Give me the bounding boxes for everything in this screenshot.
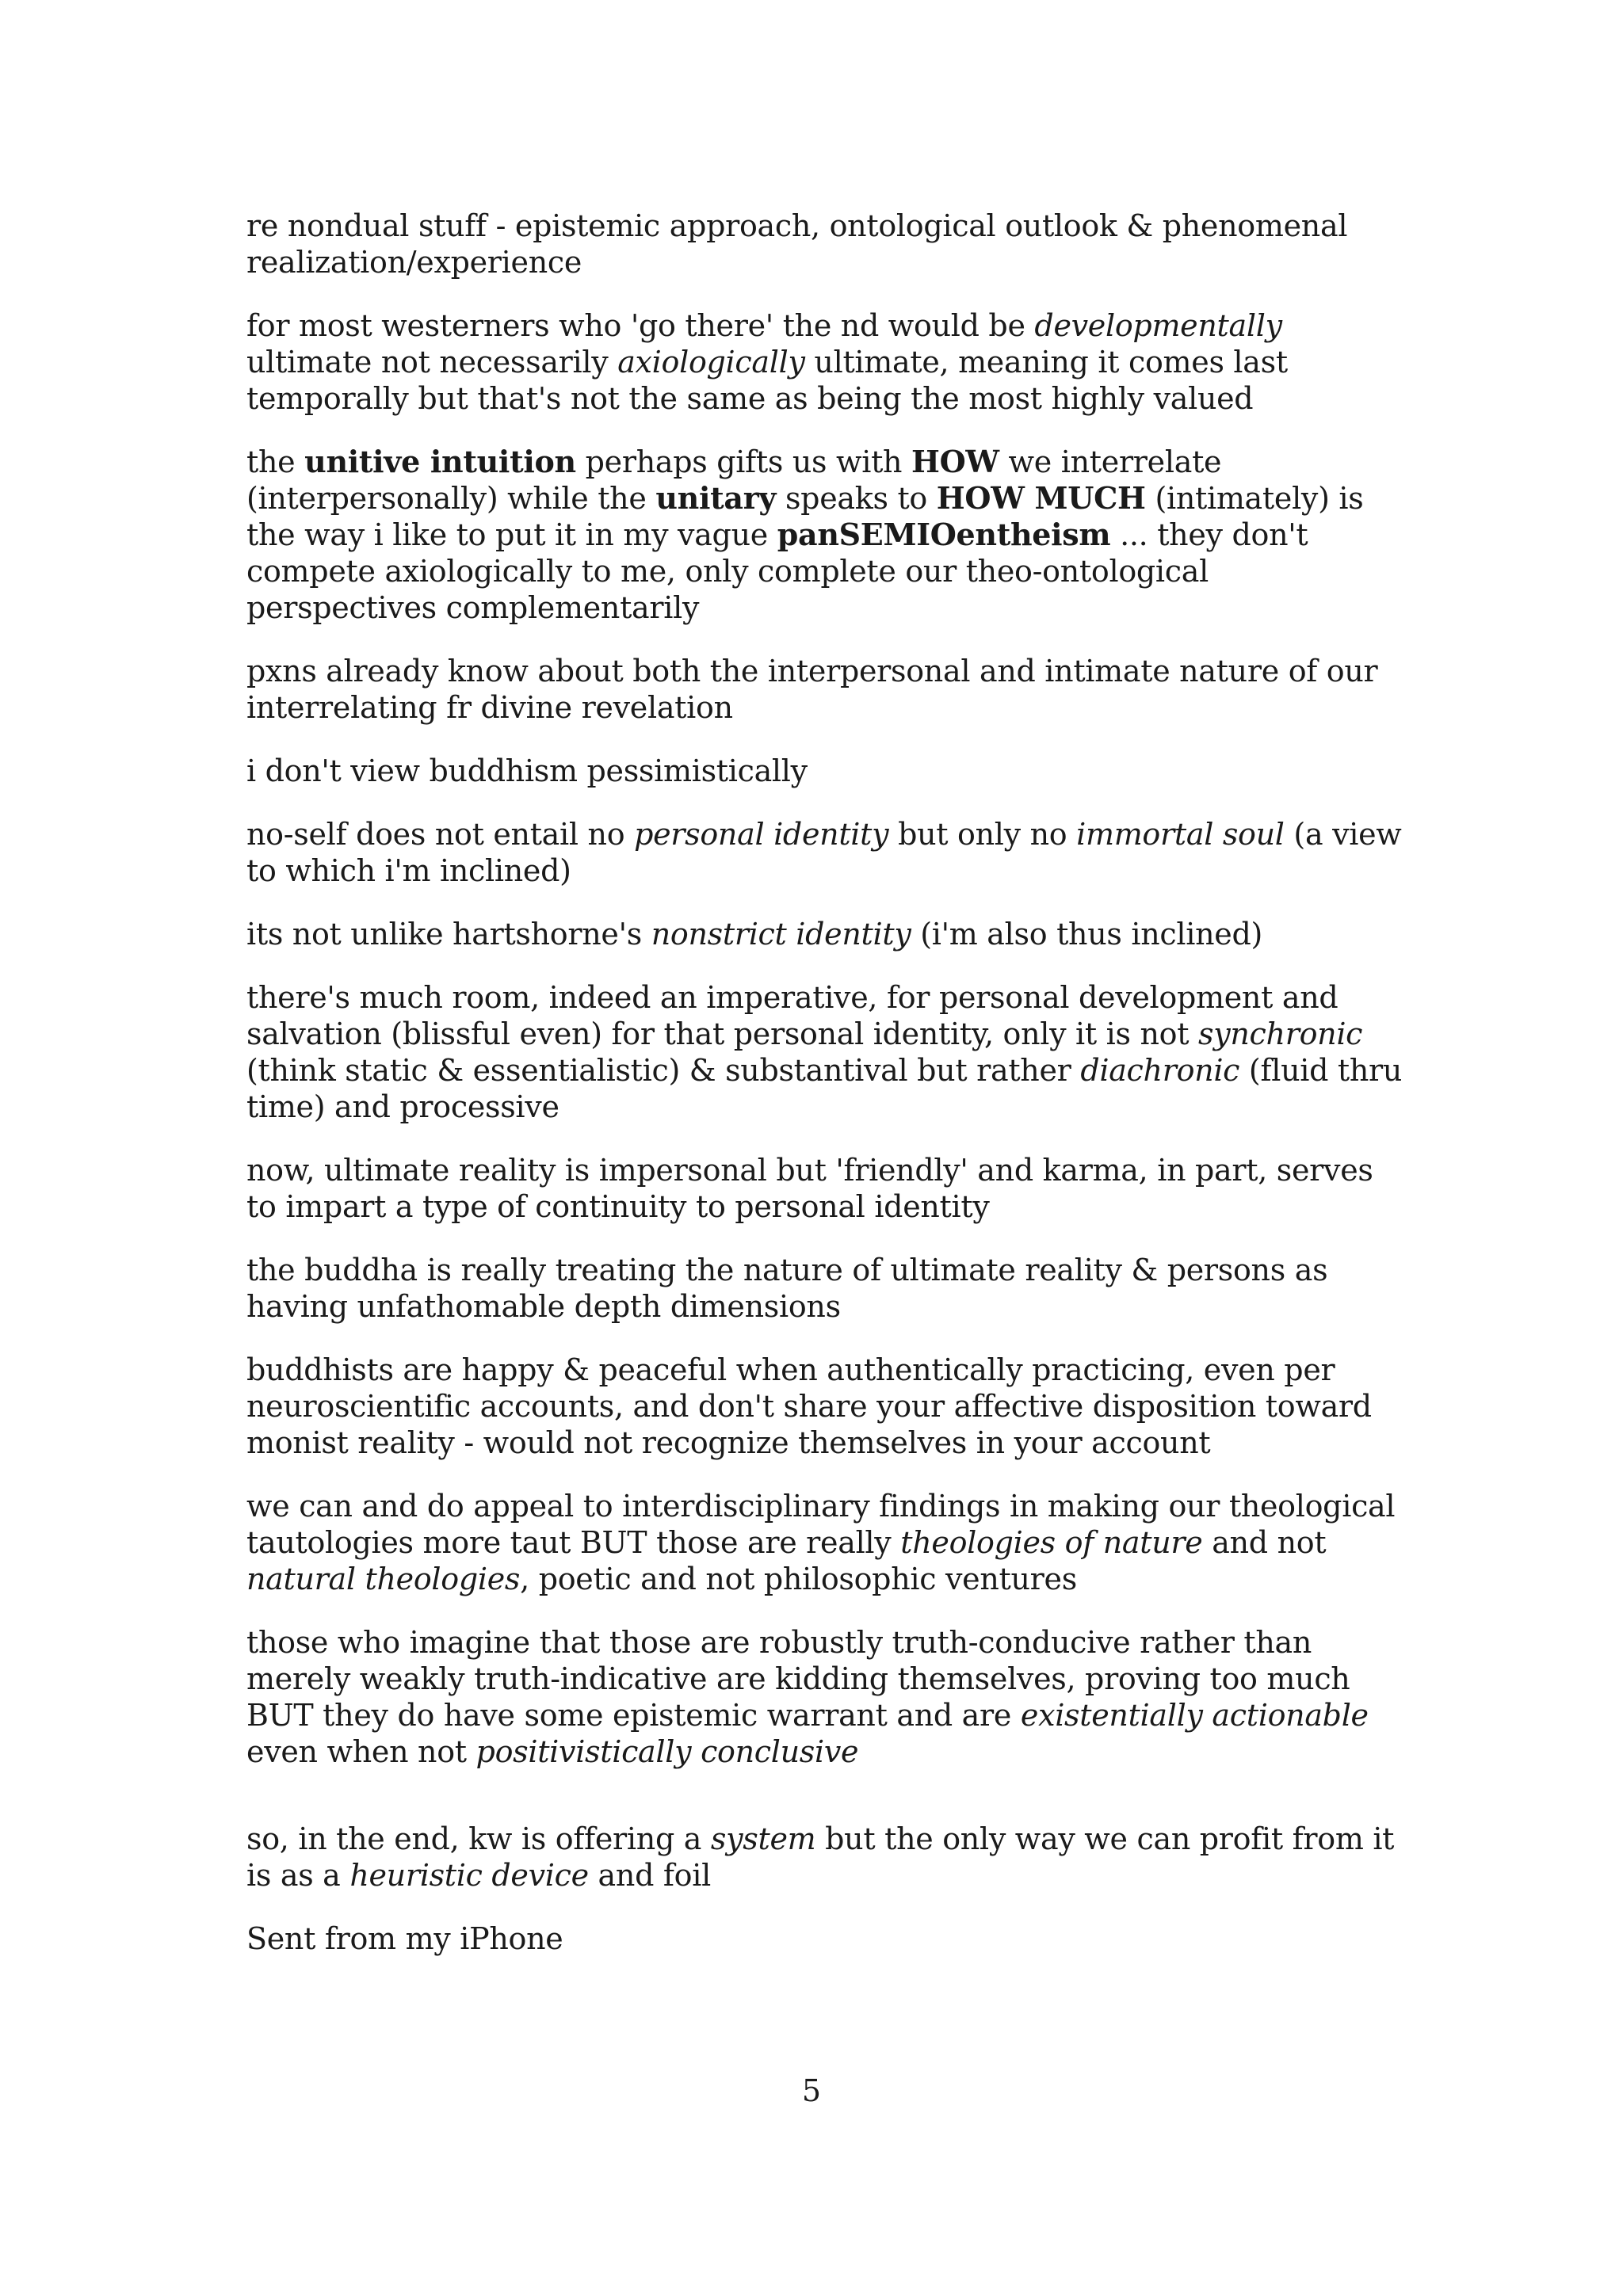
text-run: ultimate, meaning it comes last temporally but that's not the same as being the most highly valued xyxy=(246,345,1288,416)
text-run: now, ultimate reality is impersonal but 'friendly' and karma, in part, serves to impart a type of continuity to personal identity xyxy=(246,1153,1373,1224)
paragraph-sent-from-iphone xyxy=(246,1920,1403,1957)
text-run: buddhists are happy & peaceful when authentically practicing, even per neuroscientific accounts, and don't share your affective disposition toward monist reality - would not recognize themselves in your account xyxy=(246,1352,1372,1460)
text-run: there's much room, indeed an imperative, for personal development and salvation (blissful even) for that personal identity, only it is not xyxy=(246,980,1338,1051)
paragraph-buddhists-happy xyxy=(246,1352,1403,1461)
italic-phrase: immortal soul xyxy=(1076,817,1285,852)
paragraph-ultimate-reality xyxy=(246,1152,1403,1225)
text-run: (i'm also thus inclined) xyxy=(911,917,1262,952)
paragraph-buddhism-pessimism xyxy=(246,753,1403,789)
text-run: no-self does not entail no xyxy=(246,817,635,852)
italic-phrase: theologies of nature xyxy=(900,1525,1203,1560)
italic-phrase: personal identity xyxy=(634,817,889,852)
italic-phrase: developmentally xyxy=(1034,308,1282,343)
bold-phrase: panSEMIOentheism xyxy=(777,517,1111,552)
text-run: ... they don't compete axiologically to me, only complete our theo-ontological perspectives complementarily xyxy=(246,517,1308,625)
italic-phrase: diachronic xyxy=(1080,1053,1240,1088)
text-run: speaks to xyxy=(776,481,937,516)
text-run: (intimately) is the way i like to put it in my vague xyxy=(246,481,1364,552)
text-run: and foil xyxy=(588,1858,711,1893)
text-run: i don't view buddhism pessimistically xyxy=(246,753,808,788)
page-number: 5 xyxy=(801,2073,822,2108)
text-run: for most westerners who 'go there' the nd would be xyxy=(246,308,1035,343)
paragraph-unitive-intuition xyxy=(246,444,1403,626)
text-run: we interrelate (interpersonally) while the xyxy=(246,444,1222,516)
text-run: but only no xyxy=(888,817,1077,852)
italic-phrase: heuristic device xyxy=(349,1858,589,1893)
paragraph-personal-development xyxy=(246,979,1403,1125)
italic-phrase: nonstrict identity xyxy=(651,917,911,952)
text-run: the xyxy=(246,444,305,479)
text-run: (fluid thru time) and processive xyxy=(246,1053,1403,1124)
paragraph-pxns xyxy=(246,653,1403,726)
paragraph-kw-system xyxy=(246,1821,1403,1894)
text-run: pxns already know about both the interpersonal and intimate nature of our interrelating fr divine revelation xyxy=(246,654,1378,725)
text-run: re nondual stuff - epistemic approach, ontological outlook & phenomenal realization/experience xyxy=(246,208,1348,280)
paragraph-truth-conducive xyxy=(246,1624,1403,1770)
italic-phrase: positivistically conclusive xyxy=(475,1734,859,1769)
text-run: , poetic and not philosophic ventures xyxy=(520,1562,1077,1596)
italic-phrase: natural theologies xyxy=(246,1562,521,1596)
paragraph-westerners xyxy=(246,307,1403,417)
paragraph-nondual-stuff xyxy=(246,208,1403,280)
text-run: (a view to which i'm inclined) xyxy=(246,817,1402,888)
text-run: ultimate not necessarily xyxy=(246,345,618,379)
text-run: so, in the end, kw is offering a xyxy=(246,1821,711,1856)
text-run: we can and do appeal to interdisciplinary findings in making our theological tautologies more taut BUT those are really xyxy=(246,1489,1396,1560)
paragraph-hartshorne xyxy=(246,916,1403,952)
italic-phrase: existentially actionable xyxy=(1020,1698,1369,1733)
text-run: perhaps gifts us with xyxy=(575,444,911,479)
text-run: (think static & essentialistic) & substantival but rather xyxy=(246,1053,1081,1088)
bold-phrase: HOW MUCH xyxy=(936,480,1146,516)
paragraph-buddha xyxy=(246,1252,1403,1325)
text-run: those who imagine that those are robustly truth-conducive rather than merely weakly truth-indicative are kidding themselves, proving too much BUT they do have some epistemic warrant and are xyxy=(246,1625,1350,1733)
paragraph-no-self xyxy=(246,816,1403,889)
bold-phrase: unitary xyxy=(655,480,777,516)
text-run: even when not xyxy=(246,1734,476,1769)
italic-phrase: synchronic xyxy=(1198,1016,1363,1051)
text-run: Sent from my iPhone xyxy=(246,1921,563,1956)
bold-phrase: HOW xyxy=(911,444,999,479)
paragraph-interdisciplinary xyxy=(246,1488,1403,1597)
text-run: but the only way we can profit from it is as a xyxy=(246,1821,1395,1893)
text-run: the buddha is really treating the nature of ultimate reality & persons as having unfathomable depth dimensions xyxy=(246,1253,1328,1324)
italic-phrase: system xyxy=(710,1821,816,1856)
bold-phrase: unitive intuition xyxy=(304,444,576,479)
text-run: its not unlike hartshorne's xyxy=(246,917,651,952)
italic-phrase: axiologically xyxy=(617,345,805,379)
text-run: and not xyxy=(1202,1525,1327,1560)
body-text xyxy=(246,208,1403,1984)
